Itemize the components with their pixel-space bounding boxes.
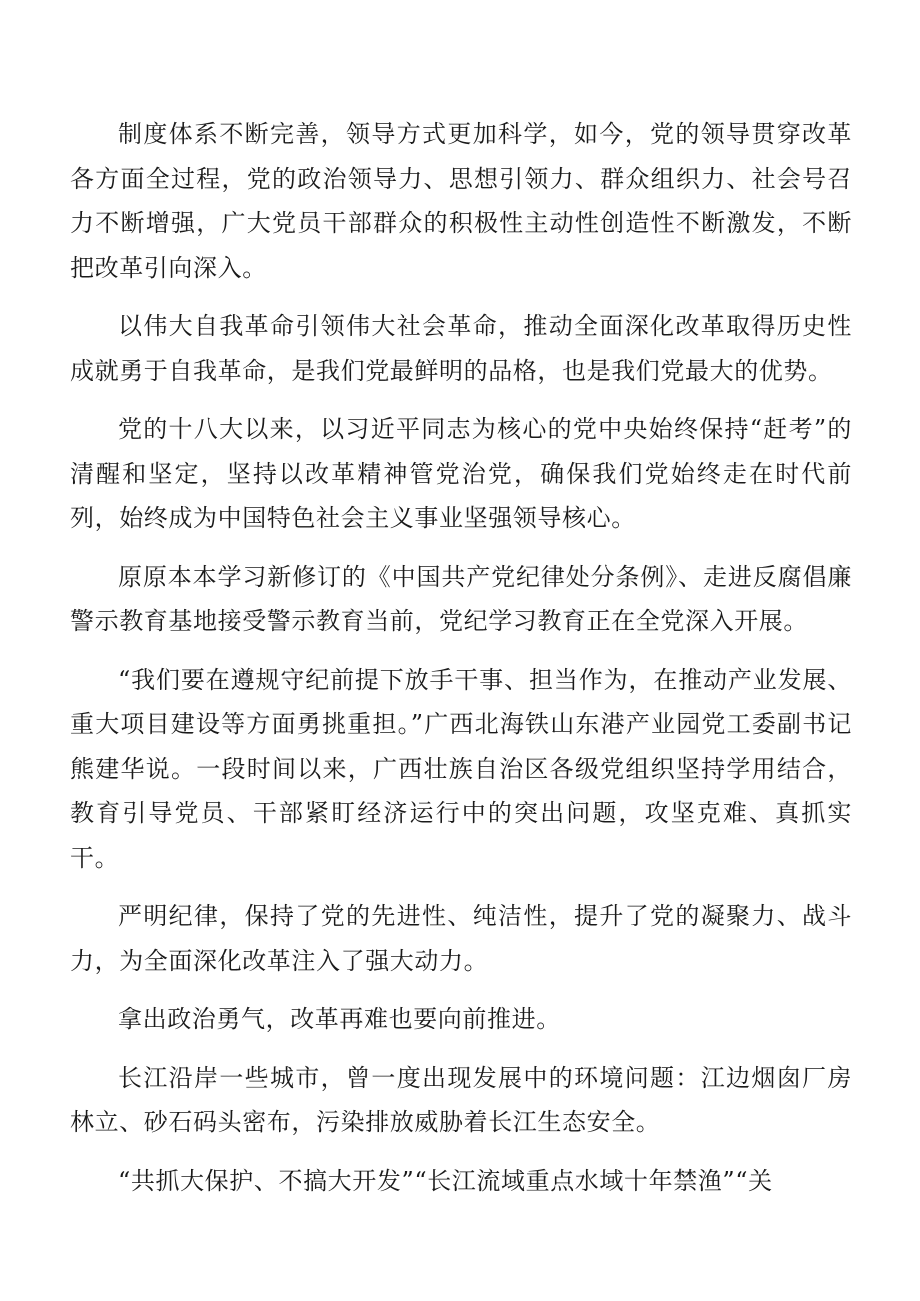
paragraph-4: 原原本本学习新修订的《中国共产党纪律处分条例》、走进反腐倡廉警示教育基地接受警示教育当前，党纪学习教育正在全党深入开展。 [70,562,852,635]
paragraph-1: 制度体系不断完善，领导方式更加科学，如今，党的领导贯穿改革各方面全过程，党的政治领导力、思想引领力、群众组织力、社会号召力不断增强，广大党员干部群众的积极性主动性创造性不断激发，不断把改革引向深入。 [70,120,852,282]
paragraph-2: 以伟大自我革命引领伟大社会革命，推动全面深化改革取得历史性成就勇于自我革命，是我们党最鲜明的品格，也是我们党最大的优势。 [70,312,852,385]
paragraph-3: 党的十八大以来，以习近平同志为核心的党中央始终保持“赶考”的清醒和坚定，坚持以改革精神管党治党，确保我们党始终走在时代前列，始终成为中国特色社会主义事业坚强领导核心。 [70,415,852,532]
document-body [70,112,852,1217]
paragraph-8: 长江沿岸一些城市，曾一度出现发展中的环境问题：江边烟囱厂房林立、砂石码头密布，污染排放威胁着长江生态安全。 [70,1063,852,1136]
paragraph-5: “我们要在遵规守纪前提下放手干事、担当作为，在推动产业发展、重大项目建设等方面勇挑重担。”广西北海铁山东港产业园党工委副书记熊建华说。一段时间以来，广西壮族自治区各级党组织坚持学用结合，教育引导党员、干部紧盯经济运行中的突出问题，攻坚克难、真抓实干。 [70,665,852,872]
paragraph-7: 拿出政治勇气，改革再难也要向前推进。 [118,1005,561,1033]
paragraph-6: 严明纪律，保持了党的先进性、纯洁性，提升了党的凝聚力、战斗力，为全面深化改革注入了强大动力。 [70,902,852,975]
paragraph-9: “共抓大保护、不搞大开发”“长江流域重点水域十年禁渔”“关 [118,1166,773,1195]
